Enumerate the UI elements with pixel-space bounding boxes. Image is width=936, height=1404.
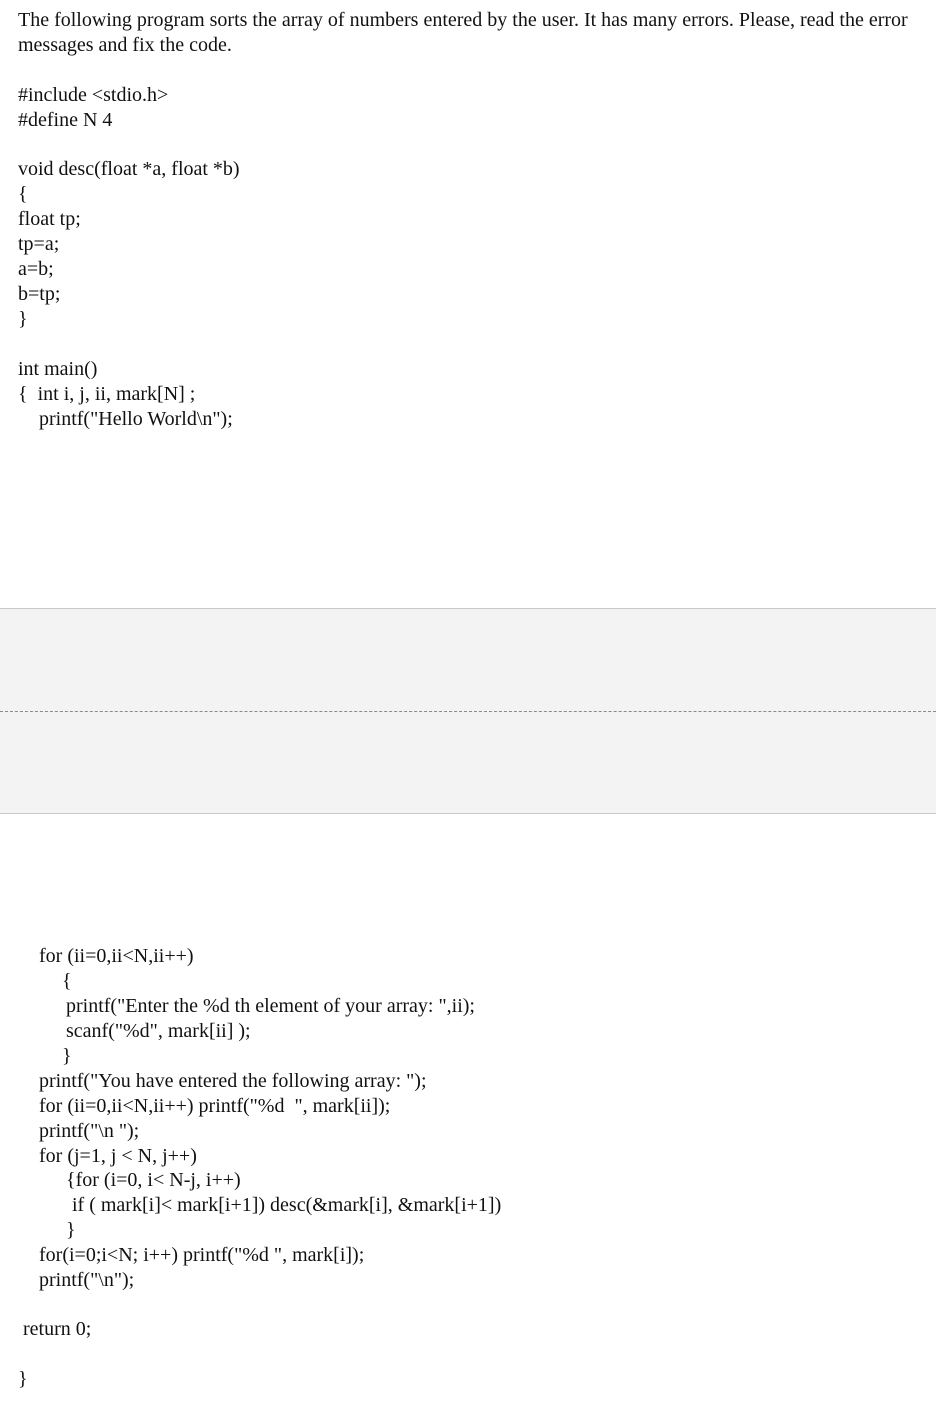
code-line-float-tp: float tp; — [18, 208, 81, 230]
code-line-declarations: { int i, j, ii, mark[N] ; — [18, 383, 196, 405]
code-line-b-assign: b=tp; — [18, 283, 61, 305]
code-line-define: #define N 4 — [18, 109, 113, 131]
code-line-main: int main() — [18, 358, 98, 380]
code-line-entered-printf: printf("You have entered the following array: "); — [39, 1070, 427, 1092]
code-line-newline-printf: printf("\n "); — [39, 1120, 140, 1142]
code-line-hello-printf: printf("Hello World\n"); — [39, 408, 233, 430]
code-line-for-j: for (j=1, j < N, j++) — [39, 1145, 197, 1167]
code-line-for-input: for (ii=0,ii<N,ii++) — [39, 945, 194, 967]
code-line-open-brace-2: { — [62, 970, 72, 992]
code-line-final-newline: printf("\n"); — [39, 1269, 135, 1291]
page-break-dashed-line — [0, 711, 936, 712]
code-line-if-desc: if ( mark[i]< mark[i+1]) desc(&mark[i], &mark[i+1]) — [72, 1194, 502, 1216]
code-line-for-i: {for (i=0, i< N-j, i++) — [66, 1169, 241, 1191]
code-line-enter-printf: printf("Enter the %d th element of your array: ",ii); — [66, 995, 475, 1017]
code-line-return: return 0; — [23, 1318, 92, 1340]
code-line-main-close: } — [18, 1368, 28, 1390]
code-line-tp-assign: tp=a; — [18, 233, 60, 255]
code-line-scanf: scanf("%d", mark[ii] ); — [66, 1020, 251, 1042]
code-line-for-print: for (ii=0,ii<N,ii++) printf("%d ", mark[ii]); — [39, 1095, 391, 1117]
code-line-close-brace-3: } — [66, 1219, 76, 1241]
code-line-a-assign: a=b; — [18, 258, 54, 280]
code-line-include: #include <stdio.h> — [18, 84, 169, 106]
code-line-for-output: for(i=0;i<N; i++) printf("%d ", mark[i]); — [39, 1244, 365, 1266]
code-line-desc-signature: void desc(float *a, float *b) — [18, 158, 240, 180]
code-line-close-brace: } — [18, 308, 28, 330]
code-line-close-brace-2: } — [62, 1045, 72, 1067]
code-line-open-brace: { — [18, 183, 28, 205]
instructions-text: The following program sorts the array of numbers entered by the user. It has many errors. Please, read the error messages and fix the code. — [18, 9, 908, 56]
